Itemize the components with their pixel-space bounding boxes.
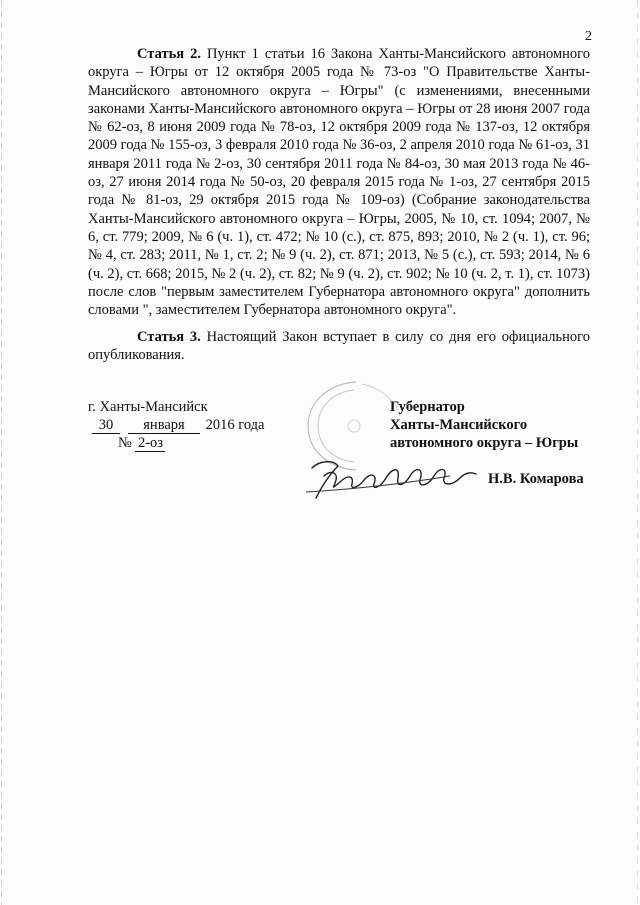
signatory-title-line-3: автономного округа – Югры (390, 435, 579, 451)
signatory-name: Н.В. Комарова (488, 471, 584, 487)
article-2-text: Пункт 1 статьи 16 Закона Ханты-Мансийского автономного округа – Югры от 12 октября 2005 года № 73-оз "О Правительстве Ханты-Мансийского автономного округа – Югры" (с изменениями, внесенными законами Ханты-Мансийского автономного округа – Югры от 28 июня 2007 года № 62-оз, 8 июня 2009 года № 78-оз, 12 октября 2009 года № 137-оз, 12 октября 2009 года № 155-оз, 3 февраля 2010 года № 36-оз, 2 апреля 2010 года № 61-оз, 31 января 2011 года № 2-оз, 30 сентября 2011 года № 84-оз, 30 мая 2013 года № 46-оз, 27 июня 2014 года № 50-оз, 20 февраля 2015 года № 1-оз, 27 сентября 2015 года № 81-оз, 29 октября 2015 года № 109-оз) (Собрание законодательства Ханты-Мансийского автономного округа – Югры, 2005, № 10, ст. 1094; 2007, № 6, ст. 779; 2009, № 6 (ч. 1), ст. 472; № 10 (с.), ст. 875, 893; 2010, № 2 (ч. 1), ст. 96; № 4, ст. 283; 2011, № 1, ст. 2; № 9 (ч. 2), ст. 871; 2013, № 5 (с.), ст. 593; 2014, № 6 (ч. 2), ст. 668; 2015, № 2 (ч. 2), ст. 82; № 9 (ч. 2), ст. 902; № 10 (ч. 2, т. 1), ст. 1073) после слов "первым заместителем Губернатора автономного округа" дополнить словами ", заместителем Губернатора автономного округа". (88, 46, 590, 319)
article-2-heading: Статья 2. (137, 46, 201, 62)
scan-edge-right (637, 0, 638, 905)
law-number-value: 2-оз (135, 436, 165, 452)
signatory-title (390, 398, 578, 452)
signing-month: января (128, 418, 200, 434)
article-3 (88, 328, 590, 365)
article-2 (88, 45, 590, 319)
signing-date (88, 416, 288, 434)
signatory-title-line-2: Ханты-Мансийского (390, 417, 528, 433)
article-3-text: Настоящий Закон вступает в силу со дня его официального опубликования. (88, 329, 590, 364)
signing-day: 30 (92, 418, 120, 434)
signatory-title-line-1: Губернатор (390, 399, 465, 415)
scan-edge-left (1, 0, 2, 905)
signing-details (88, 398, 288, 452)
signing-city: г. Ханты-Мансийск (88, 399, 208, 415)
handwritten-signature-icon (300, 446, 480, 502)
page-number: 2 (585, 29, 592, 44)
law-number (88, 434, 288, 452)
law-number-prefix: № (118, 435, 132, 451)
article-3-heading: Статья 3. (137, 329, 201, 345)
signing-year: 2016 года (205, 417, 265, 433)
